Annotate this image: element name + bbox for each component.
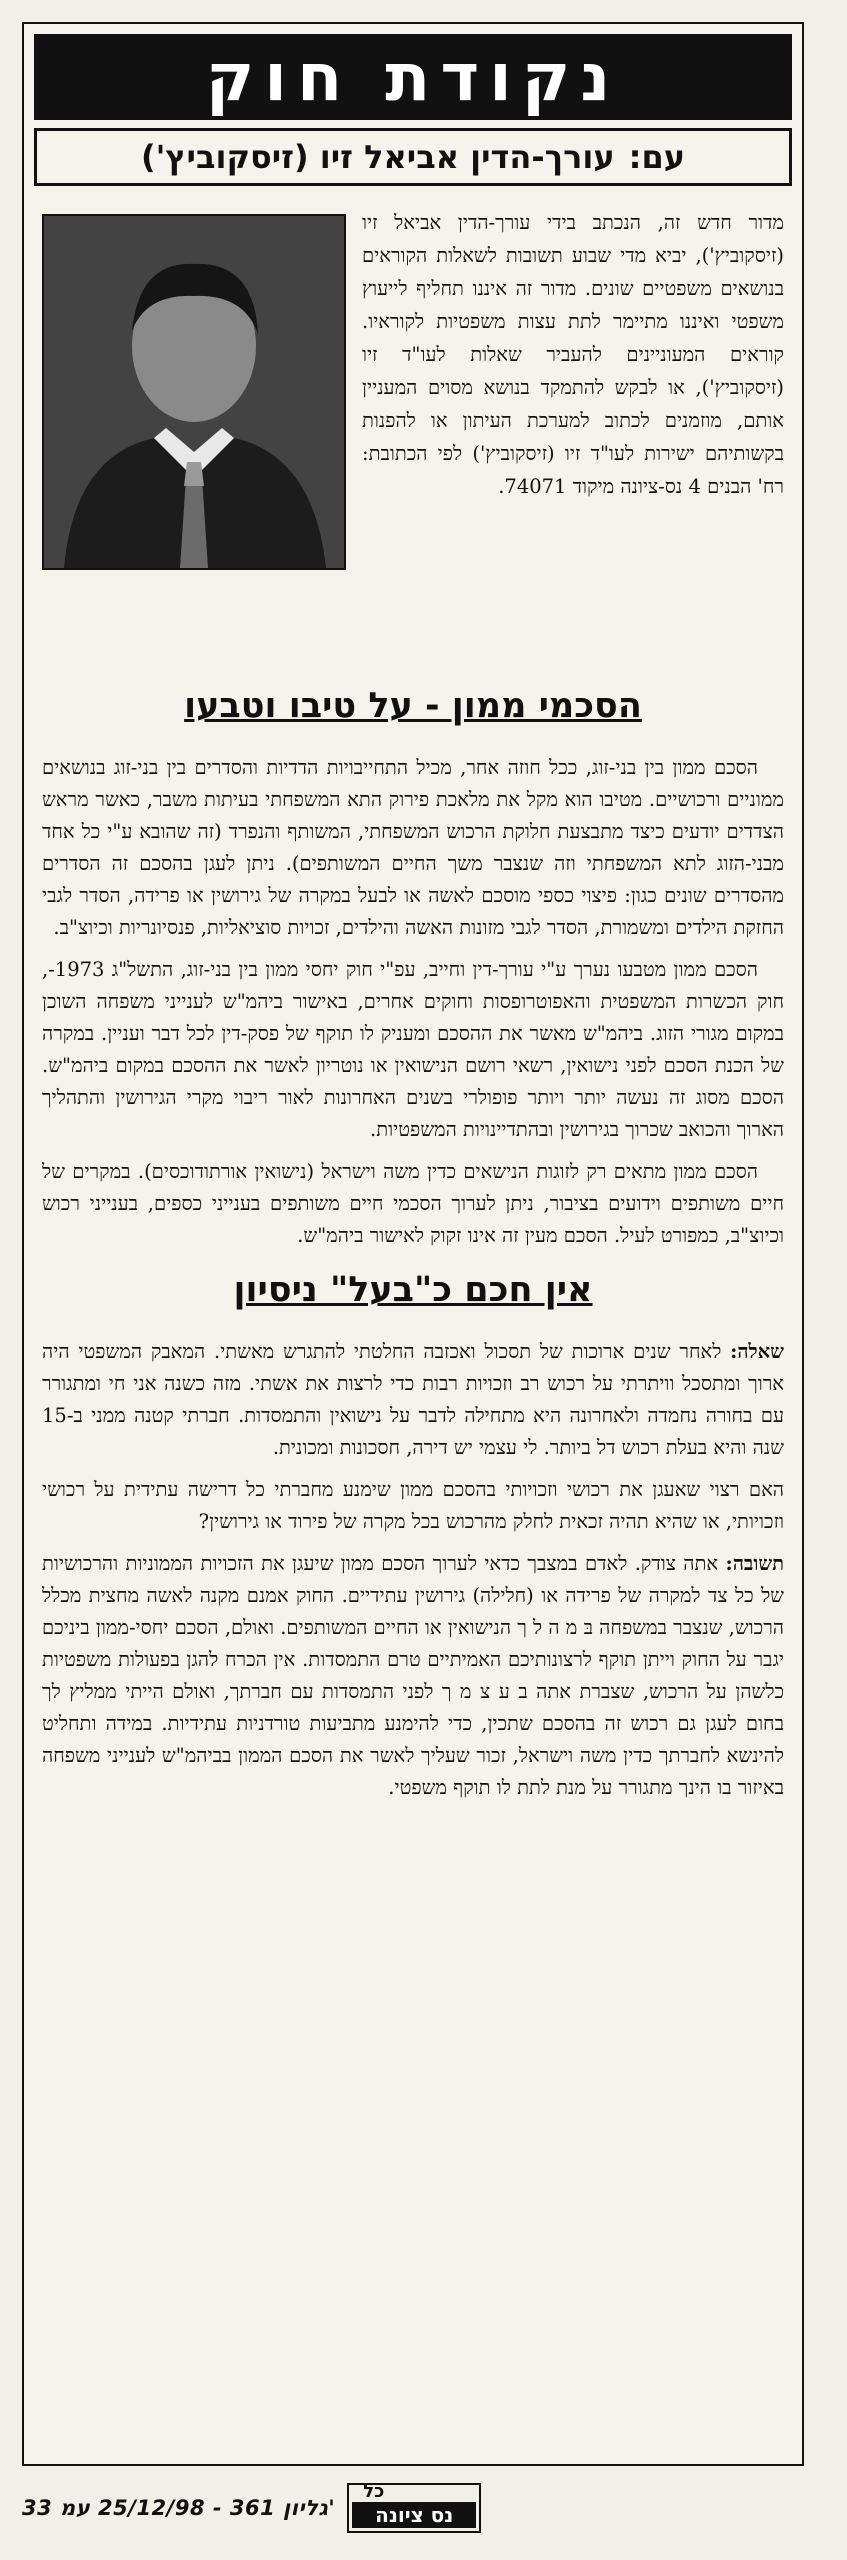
paragraph: הסכם ממון מתאים רק לזוגות הנישאים כדין משה וישראל (נישואין אורתודוכסים). במקרים של חיים משותפים וידועים בציבור, ניתן לערוך הסכמי חיים משותפים בענייני כספים, בענייני רכוש וכיוצ"ב, כמפורט לעיל. הסכם מעין זה אינו זקוק לאישור ביהמ"ש. xyxy=(42,1160,784,1247)
section-body-prenup xyxy=(42,752,784,1252)
byline-author: עורך-הדין אביאל זיו (זיסקוביץ') xyxy=(140,138,615,176)
intro-section xyxy=(42,206,784,676)
answer-paragraph xyxy=(42,1548,784,1804)
section-body-qa xyxy=(42,1336,784,1804)
column-title: נקודת חוק xyxy=(34,34,792,120)
answer-label: תשובה: xyxy=(725,1552,785,1575)
newspaper-logo xyxy=(347,2483,481,2533)
question-paragraph xyxy=(42,1336,784,1464)
logo-top-text: כל xyxy=(363,2481,385,2502)
question-label: שאלה: xyxy=(730,1340,784,1363)
paragraph: הסכם ממון בין בני-זוג, ככל חוזה אחר, מכיל התחייבויות הדדיות והסדרים בין בני-זוג בנושאים ממוניים ורכושיים. מטיבו הוא מקל את מלאכת פירוק התא המשפחתי בעיתות משבר, כאשר מראש הצדדים יודעים כיצד מתבצעת חלוקת הרכוש המשפחתי, המשותף והנפרד (זה שהובא ע"י כל אחד מבני-הזוג לתא המשפחתי וזה שנצבר משך החיים המשותפים). ניתן לעגן בהסכם זה הסדרים מהסדרים שונים כגון: פיצוי כספי מוסכם לאשה או לבעל במקרה של גירושין או פרידה, הסדר לגבי החזקת הילדים ומשמורת, הסדר לגבי מזונות האשה והילדים, זכויות סוציאליות, פנסיונריות וכיוצ"ב. xyxy=(42,756,784,939)
page-footer xyxy=(22,2480,800,2536)
article-page xyxy=(22,22,804,2466)
logo-main-text: נס ציונה xyxy=(352,2502,476,2528)
byline xyxy=(34,128,792,186)
portrait-image xyxy=(44,216,344,568)
issue-info: 33 גליון 361 - 25/12/98 עמ' xyxy=(22,2496,336,2520)
section-title-experience: אין חכם כ"בעל" ניסיון xyxy=(233,1270,593,1310)
intro-text: מדור חדש זה, הנכתב בידי עורך-הדין אביאל זיו (זיסקוביץ'), יביא מדי שבוע תשובות לשאלות הקוראים בנושאים משפטיים שונים. מדור זה איננו תחליף לייעוץ משפטי ואיננו מתיימר לתת עצות משפטיות לקוראיו. קוראים המעוניינים להעביר שאלות לעו"ד זיו (זיסקוביץ'), או לבקש להתמקד בנושא מסוים המעניין אותם, מוזמנים לכתוב למערכת העיתון או להפנות בקשותיהם ישירות לעו"ד זיו (זיסקוביץ') לפי הכתובת: רח' הבנים 4 נס-ציונה מיקוד 74071. xyxy=(362,211,784,498)
answer-text: אתה צודק. לאדם במצבך כדאי לערוך הסכם ממון שיעגן את הזכויות הממוניות והרכושיות של כל צד למקרה של פרידה או (חלילה) גירושין עתידיים. החוק אמנם מקנה לאשה מחצית מכלל הרכוש, שנצבר במשפחה בּ מ ה ל ך הנישואין או החיים המשותפים. ואולם, הסכם יחסי-ממון ביניכם יגבר על החוק וייתן תוקף לרצונותיכם האמיתיים טרם התמסדות. אין הכרח להגן בפעולות משפטיות כלשהן על הרכוש, שצברת אתה ב ע צ מ ך לפני התמסדות עם חברתך, ואולם הייתי ממליץ לך בחום לעגן גם רכוש זה בהסכם שתכין, כדי להימנע מתביעות טורדניות עתידיות. במידה ותחליט להינשא לחברתך כדין משה וישראל, זכור שעליך לאשר את הסכם הממון בביהמ"ש לענייני משפחה באיזור בו הינך מתגורר על מנת לתת לו תוקף משפטי. xyxy=(42,1552,784,1799)
portrait-photo xyxy=(42,214,346,570)
question-text: לאחר שנים ארוכות של תסכול ואכזבה החלטתי להתגרש מאשתי. המאבק המשפטי היה ארוך ומתסכל וויתרתי על רכוש רב וזכויות רבות כדי לרצות את אשתי. מזה כשנה אני חי ומתגורר עם בחורה נחמדה ולאחרונה היא מתחילה לדבר על נישואין והתמסדות. חברתי קטנה ממני ב-15 שנה והיא בעלת רכוש דל ביותר. לי עצמי יש דירה, חסכונות ומכונית. xyxy=(42,1340,784,1459)
paragraph: הסכם ממון מטבעו נערך ע"י עורך-דין וחייב, עפ"י חוק יחסי ממון בין בני-זוג, התשל"ג 1973-, חוק הכשרות המשפטית והאפוטרופסות וחוקים אחרים, באישור ביהמ"ש לענייני משפחה השוכן במקום מגורי הזוג. ביהמ"ש מאשר את ההסכם ומעניק לו תוקף של פסק-דין לכל דבר ועניין. במקרה של הכנת הסכם לפני נישואין, רשאי רושם הנישואין או נוטריון לאשר את ההסכם במקום ביהמ"ש. הסכם מסוג זה נעשה יותר ויותר פופולרי בשנים האחרונות לאור ריבוי מקרי הגירושין והתהליך הארוך והכואב שכרוך בגירושין ובהתדיינויות המשפטיות. xyxy=(42,958,784,1141)
question-followup: האם רצוי שאעגן את רכושי וזכויותי בהסכם ממון שימנע מחברתי כל דרישה עתידית על רכושי וזכויותי, או שהיא תהיה זכאית לחלק מהרכוש בכל מקרה של פירוד או גירושין? xyxy=(42,1478,784,1533)
section-title-prenup: הסכמי ממון - על טיבו וטבעו xyxy=(184,686,642,726)
byline-prefix: עם: xyxy=(628,138,686,176)
